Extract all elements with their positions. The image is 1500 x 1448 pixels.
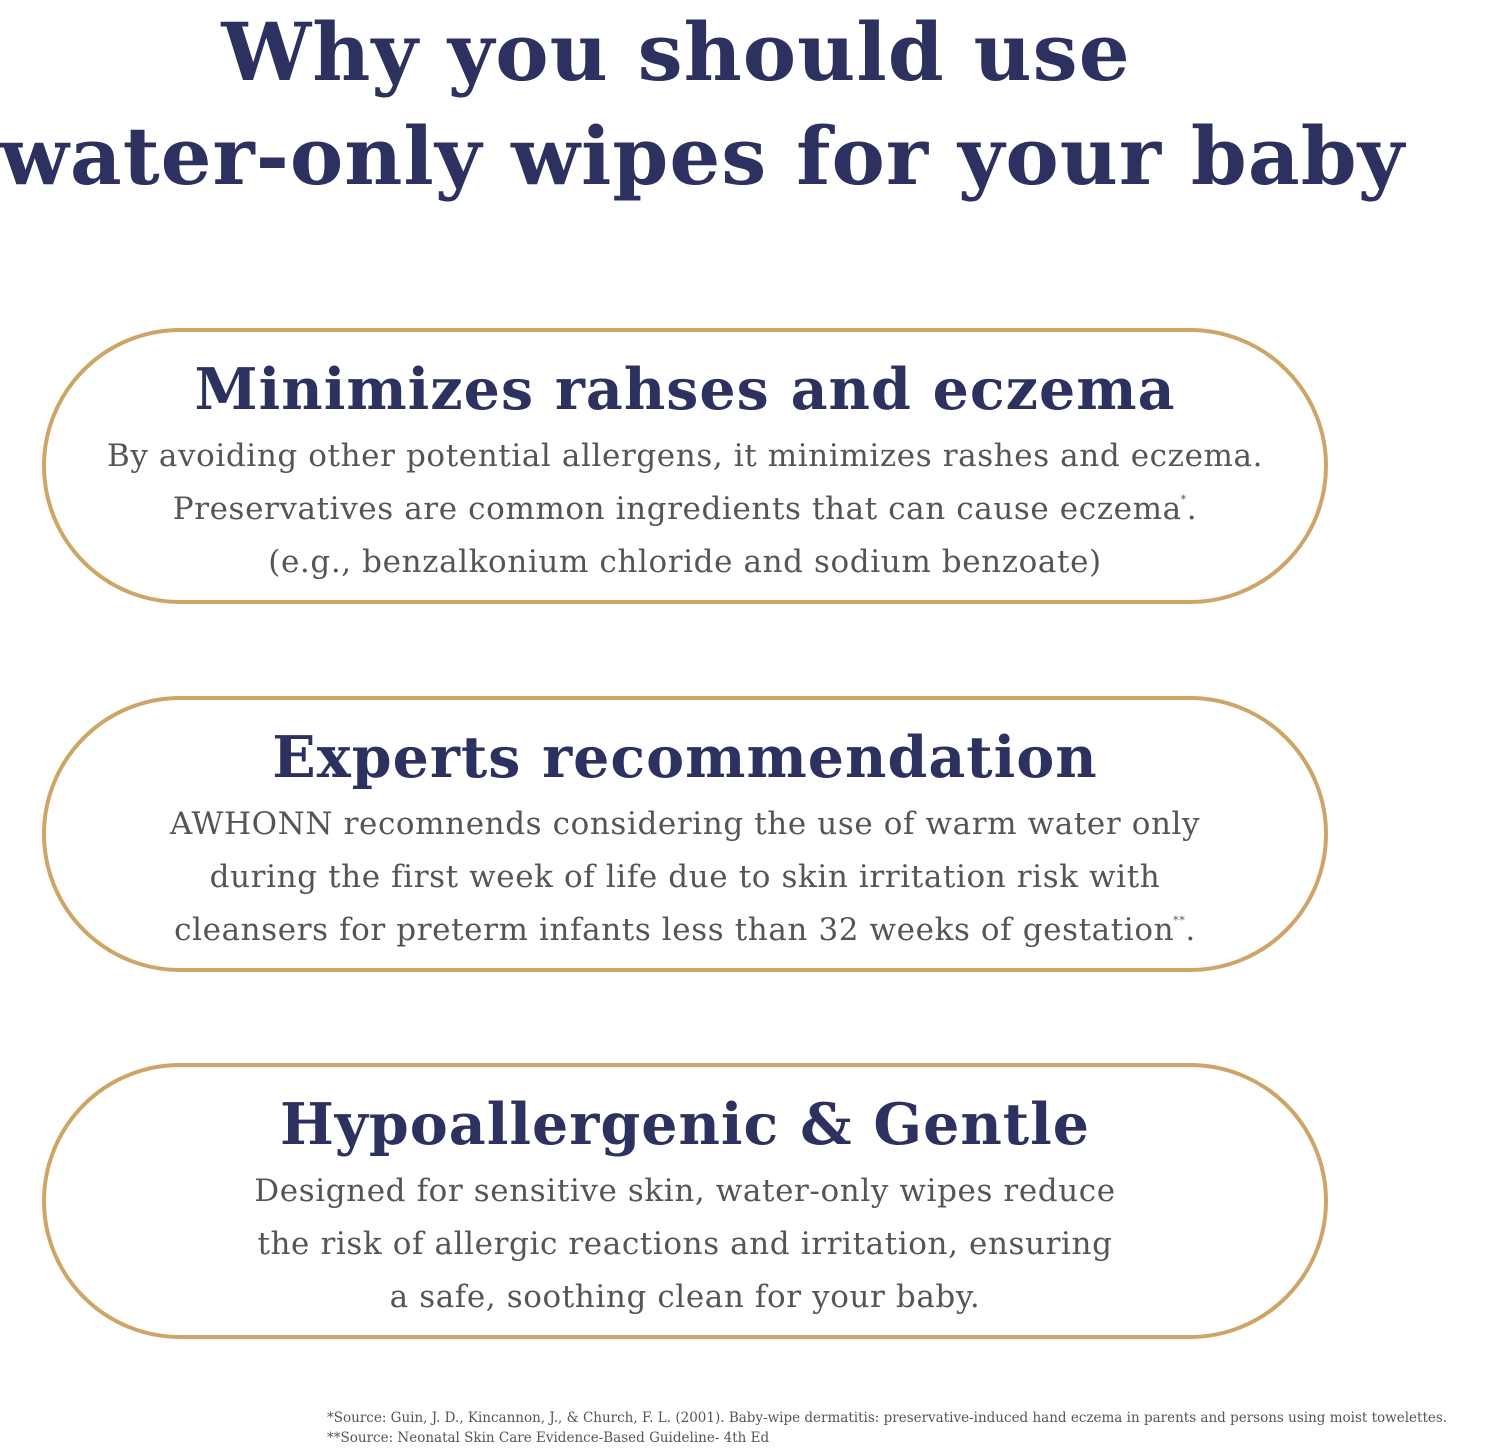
benefit-card-body-line: Designed for sensitive skin, water-only wipes reduce (254, 1173, 1116, 1209)
benefit-card-title: Experts recommendation (272, 724, 1098, 791)
benefit-card-rashes (42, 328, 1328, 604)
benefit-card-body-line: AWHONN recomnends considering the use of warm water only (169, 806, 1201, 842)
source-footnotes (327, 1408, 1497, 1448)
benefit-card-body-text: cleansers for preterm infants less than 32 weeks of gestation (174, 912, 1175, 948)
benefit-card-title: Hypoallergenic & Gentle (279, 1091, 1091, 1158)
headline-line-2: water-only wipes for your baby (0, 109, 1406, 203)
benefit-card-body-line: By avoiding other potential allergens, it minimizes rashes and eczema. (106, 438, 1264, 474)
sentence-period: . (1186, 491, 1198, 527)
footnote-marker: * (1180, 493, 1187, 506)
benefit-card-body (46, 798, 1324, 957)
benefit-card-hypoallergenic (42, 1063, 1328, 1339)
page-headline (0, 0, 1406, 208)
benefit-card-body-line (46, 904, 1324, 957)
benefit-card-body-line: during the first week of life due to skin irritation risk with (209, 859, 1161, 895)
benefit-card-title: Minimizes rahses and eczema (194, 356, 1176, 423)
benefit-card-body (46, 430, 1324, 589)
sentence-period: . (1185, 912, 1196, 948)
benefit-card-body-line: (e.g., benzalkonium chloride and sodium benzoate) (268, 544, 1102, 580)
source-footnote-1: *Source: Guin, J. D., Kincannon, J., & Church, F. L. (2001). Baby-wipe dermatitis: preservative-induced hand eczema in parents and persons using moist towelettes. (327, 1410, 1448, 1426)
benefit-card-body (46, 1165, 1324, 1324)
benefit-card-experts (42, 696, 1328, 972)
source-footnote-2: **Source: Neonatal Skin Care Evidence-Based Guideline- 4th Ed (327, 1430, 770, 1446)
benefit-card-body-line: a safe, soothing clean for your baby. (389, 1279, 981, 1315)
benefit-card-body-line: the risk of allergic reactions and irritation, ensuring (257, 1226, 1113, 1262)
benefit-card-body-line (46, 483, 1324, 536)
benefit-card-body-text: Preservatives are common ingredients that can cause eczema (172, 491, 1182, 527)
headline-line-1: Why you should use (221, 5, 1131, 99)
footnote-marker: ** (1173, 914, 1186, 927)
